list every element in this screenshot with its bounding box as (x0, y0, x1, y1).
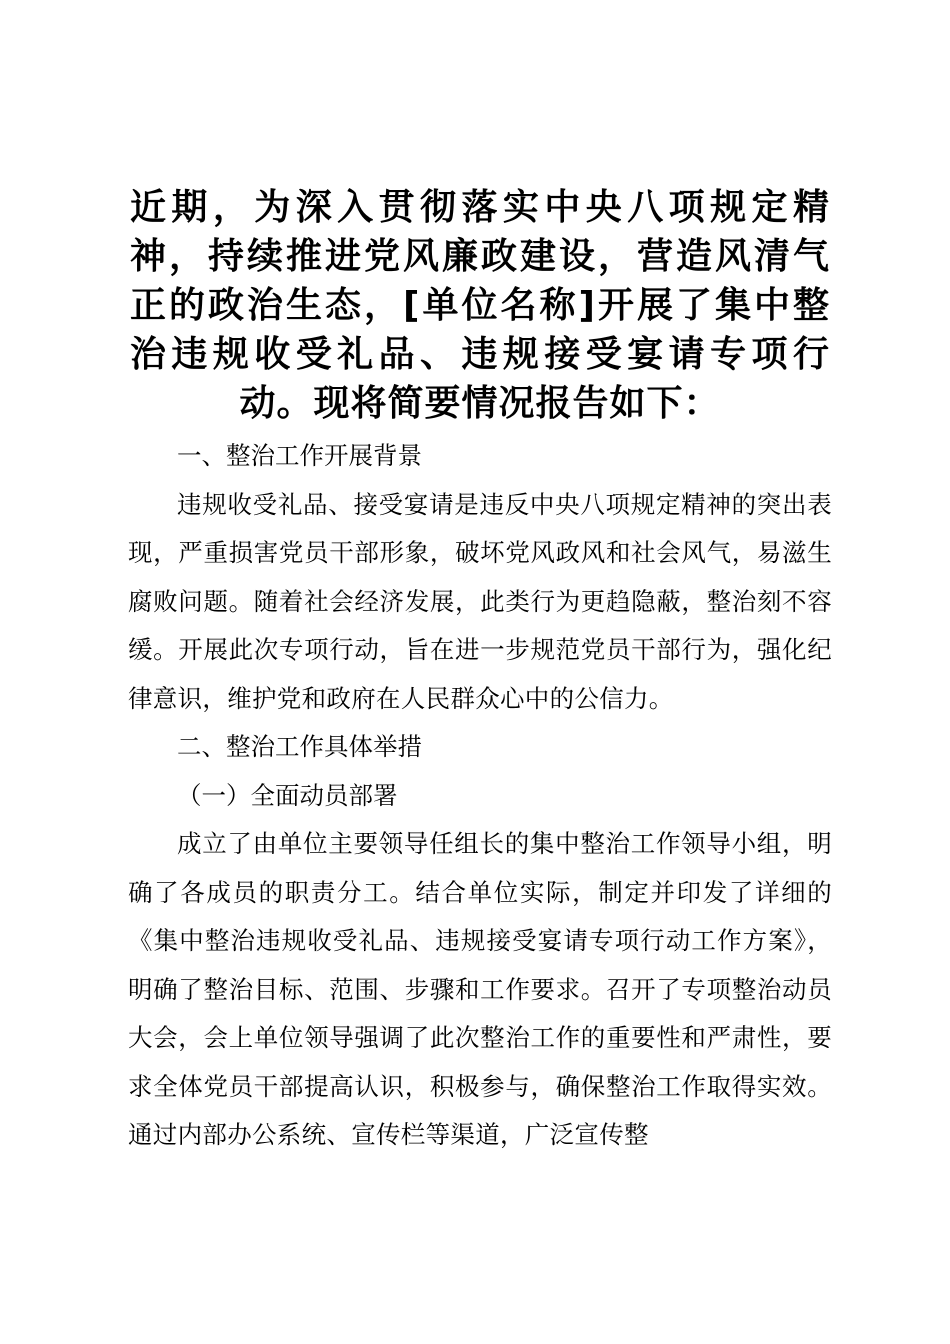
intro-paragraph: 近期，为深入贯彻落实中央八项规定精神，持续推进党风廉政建设，营造风清气正的政治生态，[单位名称]开展了集中整治违规收受礼品、违规接受宴请专项行动。现将简要情况报告如下： (130, 187, 830, 424)
section-2-heading: 二、整治工作具体举措 (177, 732, 422, 761)
section-1-paragraph: 违规收受礼品、接受宴请是违反中央八项规定精神的突出表现，严重损害党员干部形象，破坏党风政风和社会风气，易滋生腐败问题。随着社会经济发展，此类行为更趋隐蔽，整治刻不容缓。开展此次专项行动，旨在进一步规范党员干部行为，强化纪律意识，维护党和政府在人民群众心中的公信力。 (128, 489, 832, 713)
subsection-1-heading: （一）全面动员部署 (177, 780, 398, 810)
section-1-heading: 一、整治工作开展背景 (177, 441, 422, 470)
document-body (128, 432, 832, 1160)
subsection-1-paragraph: 成立了由单位主要领导任组长的集中整治工作领导小组，明确了各成员的职责分工。结合单位实际，制定并印发了详细的《集中整治违规收受礼品、违规接受宴请专项行动工作方案》，明确了整治目标、范围、步骤和工作要求。召开了专项整治动员大会，会上单位领导强调了此次整治工作的重要性和严肃性，要求全体党员干部提高认识，积极参与，确保整治工作取得实效。通过内部办公系统、宣传栏等渠道，广泛宣传整 (128, 829, 832, 1149)
